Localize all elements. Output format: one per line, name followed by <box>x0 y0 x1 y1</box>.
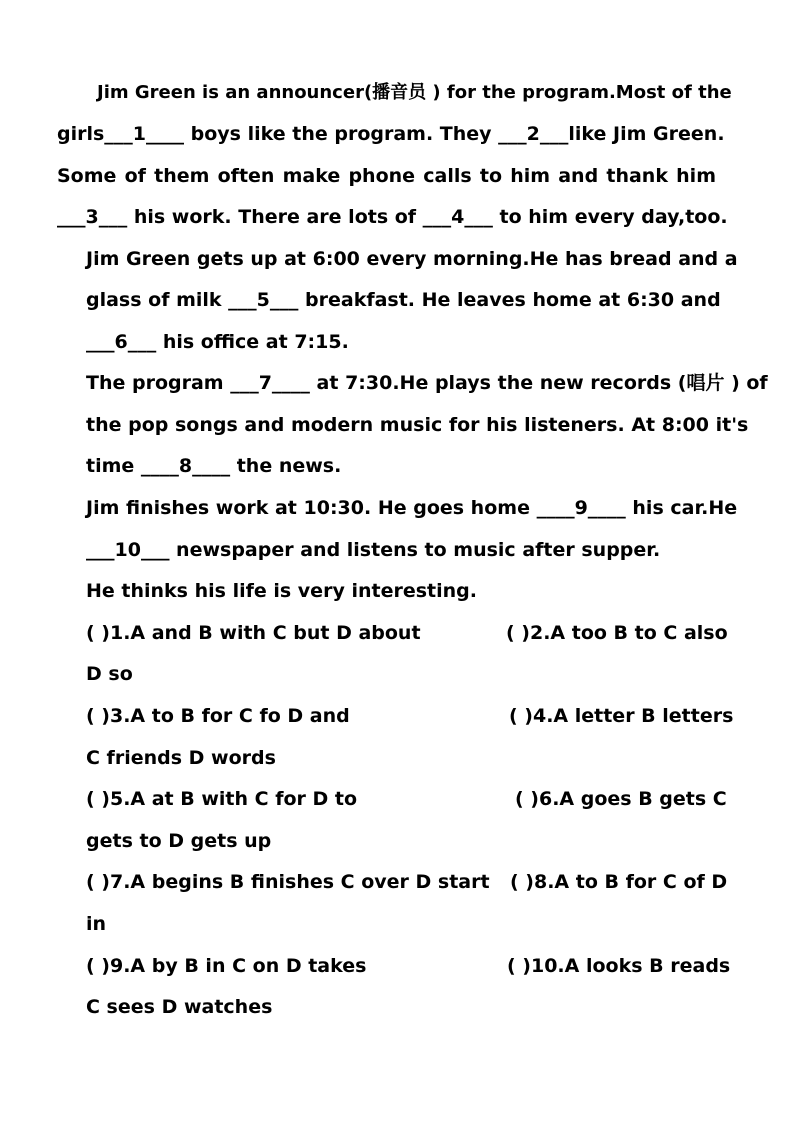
question-3: ( )3.A to B for C fo D and <box>86 705 350 727</box>
question-7: ( )7.A begins B finishes C over D start <box>86 871 490 893</box>
question-2-wrap: D so <box>86 663 133 685</box>
passage-line: time ____8____ the news. <box>86 455 342 477</box>
question-2: ( )2.A too B to C also <box>506 622 728 644</box>
question-10-wrap: C sees D watches <box>86 996 273 1018</box>
passage-line: glass of milk ___5___ breakfast. He leaves home at 6:30 and <box>86 289 721 311</box>
passage-line: ___6___ his office at 7:15. <box>86 331 349 353</box>
question-6: ( )6.A goes B gets C <box>515 788 727 810</box>
passage-line: Jim Green is an announcer(播音员 ) for the program.Most of the <box>97 82 732 103</box>
question-4: ( )4.A letter B letters <box>509 705 734 727</box>
question-5: ( )5.A at B with C for D to <box>86 788 358 810</box>
passage-line: Jim finishes work at 10:30. He goes home ____9____ his car.He <box>86 497 738 519</box>
passage-line: the pop songs and modern music for his listeners. At 8:00 it's <box>86 414 749 436</box>
question-6-wrap: gets to D gets up <box>86 830 272 852</box>
passage-line: Some of them often make phone calls to him and thank him <box>57 165 716 187</box>
question-1: ( )1.A and B with C but D about <box>86 622 421 644</box>
passage-line: He thinks his life is very interesting. <box>86 580 477 602</box>
question-10: ( )10.A looks B reads <box>507 955 731 977</box>
passage-line: girls___1____ boys like the program. They ___2___like Jim Green. <box>57 123 725 145</box>
passage-line: ___10___ newspaper and listens to music after supper. <box>86 539 661 561</box>
passage-line: The program ___7____ at 7:30.He plays the new records (唱片 ) of <box>86 372 768 394</box>
passage-line: ___3___ his work. There are lots of ___4___ to him every day,too. <box>57 206 728 228</box>
question-4-wrap: C friends D words <box>86 747 276 769</box>
question-8-wrap: in <box>86 913 107 935</box>
question-8: ( )8.A to B for C of D <box>510 871 728 893</box>
passage-line: Jim Green gets up at 6:00 every morning.He has bread and a <box>86 248 738 270</box>
question-9: ( )9.A by B in C on D takes <box>86 955 367 977</box>
